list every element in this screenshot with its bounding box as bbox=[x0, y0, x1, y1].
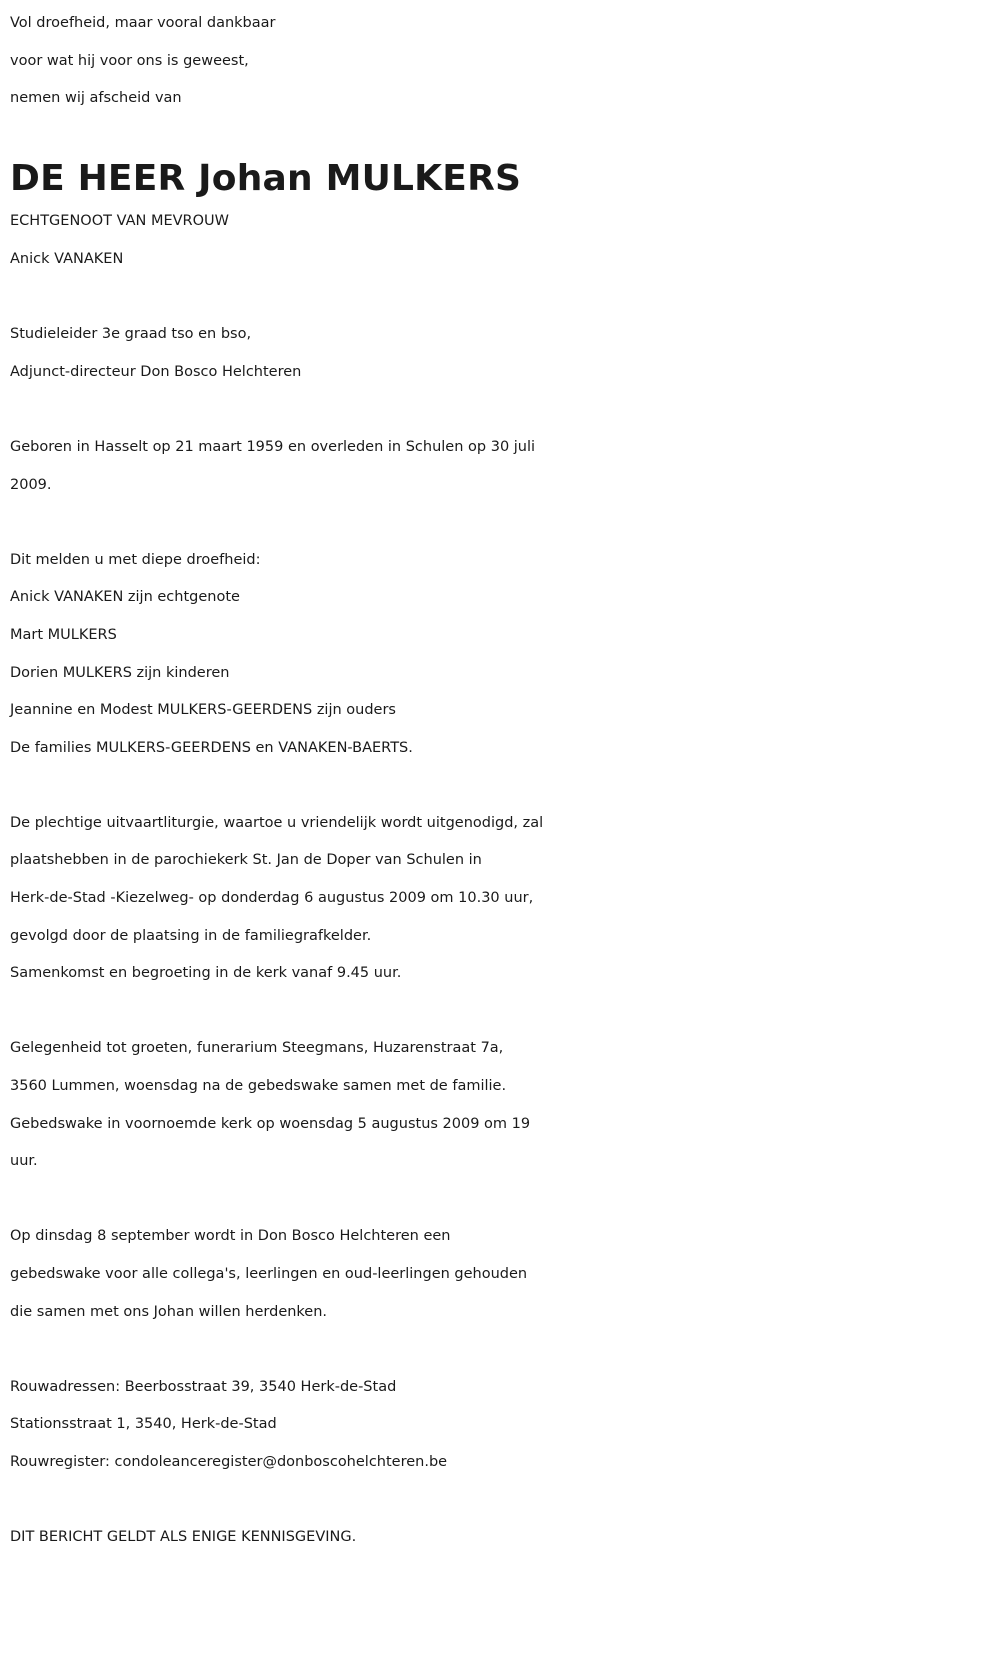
intro-line: voor wat hij voor ons is geweest, bbox=[10, 52, 249, 69]
deceased-name: DE HEER Johan MULKERS bbox=[10, 158, 522, 200]
announcer-line: Dit melden u met diepe droefheid: bbox=[10, 551, 261, 568]
announcers-paragraph bbox=[10, 542, 995, 768]
address-line: Rouwadressen: Beerbosstraat 39, 3540 Herk-de-Stad bbox=[10, 1378, 397, 1395]
memorial-line: gebedswake voor alle collega's, leerlingen en oud-leerlingen gehouden bbox=[10, 1266, 528, 1282]
memorial-paragraph bbox=[10, 1218, 995, 1331]
announcer-line: Anick VANAKEN zijn echtgenote bbox=[10, 589, 240, 606]
birth-death-paragraph bbox=[10, 429, 995, 504]
funeral-line: plaatshebben in de parochiekerk St. Jan de Doper van Schulen in bbox=[10, 852, 482, 869]
announcer-line: Dorien MULKERS zijn kinderen bbox=[10, 664, 230, 681]
deceased-block bbox=[10, 155, 995, 278]
function-line: Studieleider 3e graad tso en bso, bbox=[10, 326, 252, 343]
address-line: Stationsstraat 1, 3540, Herk-de-Stad bbox=[10, 1416, 277, 1433]
birth-death-line: Geboren in Hasselt op 21 maart 1959 en overleden in Schulen op 30 juli bbox=[10, 438, 536, 455]
visitation-line: 3560 Lummen, woensdag na de gebedswake samen met de familie. bbox=[10, 1078, 507, 1095]
visitation-line: Gelegenheid tot groeten, funerarium Steegmans, Huzarenstraat 7a, bbox=[10, 1040, 504, 1057]
funeral-line: Samenkomst en begroeting in de kerk vanaf 9.45 uur. bbox=[10, 965, 402, 982]
announcer-line: Mart MULKERS bbox=[10, 626, 117, 643]
funeral-line: Herk-de-Stad -Kiezelweg- op donderdag 6 augustus 2009 om 10.30 uur, bbox=[10, 890, 534, 907]
visitation-paragraph bbox=[10, 1030, 995, 1180]
visitation-line: uur. bbox=[10, 1153, 38, 1170]
addresses-paragraph bbox=[10, 1369, 995, 1482]
funeral-paragraph bbox=[10, 805, 995, 993]
function-line: Adjunct-directeur Don Bosco Helchteren bbox=[10, 363, 302, 380]
function-paragraph bbox=[10, 316, 995, 391]
closing-paragraph bbox=[10, 1519, 995, 1557]
intro-paragraph bbox=[10, 5, 995, 118]
funeral-line: De plechtige uitvaartliturgie, waartoe u vriendelijk wordt uitgenodigd, zal bbox=[10, 814, 544, 831]
visitation-line: Gebedswake in voornoemde kerk op woensdag 5 augustus 2009 om 19 bbox=[10, 1115, 531, 1132]
spouse-name: Anick VANAKEN bbox=[10, 250, 124, 267]
announcer-line: Jeannine en Modest MULKERS-GEERDENS zijn ouders bbox=[10, 702, 396, 719]
memorial-line: Op dinsdag 8 september wordt in Don Bosco Helchteren een bbox=[10, 1228, 451, 1245]
closing-statement: DIT BERICHT GELDT ALS ENIGE KENNISGEVING. bbox=[10, 1529, 357, 1546]
death-notice bbox=[10, 5, 995, 1557]
memorial-line: die samen met ons Johan willen herdenken. bbox=[10, 1303, 328, 1320]
intro-line: Vol droefheid, maar vooral dankbaar bbox=[10, 15, 276, 31]
funeral-line: gevolgd door de plaatsing in de familiegrafkelder. bbox=[10, 927, 372, 944]
intro-line: nemen wij afscheid van bbox=[10, 90, 182, 107]
register-line: Rouwregister: condoleanceregister@donboscohelchteren.be bbox=[10, 1453, 448, 1470]
birth-death-line: 2009. bbox=[10, 476, 52, 493]
spouse-label: ECHTGENOOT VAN MEVROUW bbox=[10, 213, 229, 230]
announcer-line: De families MULKERS-GEERDENS en VANAKEN-BAERTS. bbox=[10, 739, 413, 756]
